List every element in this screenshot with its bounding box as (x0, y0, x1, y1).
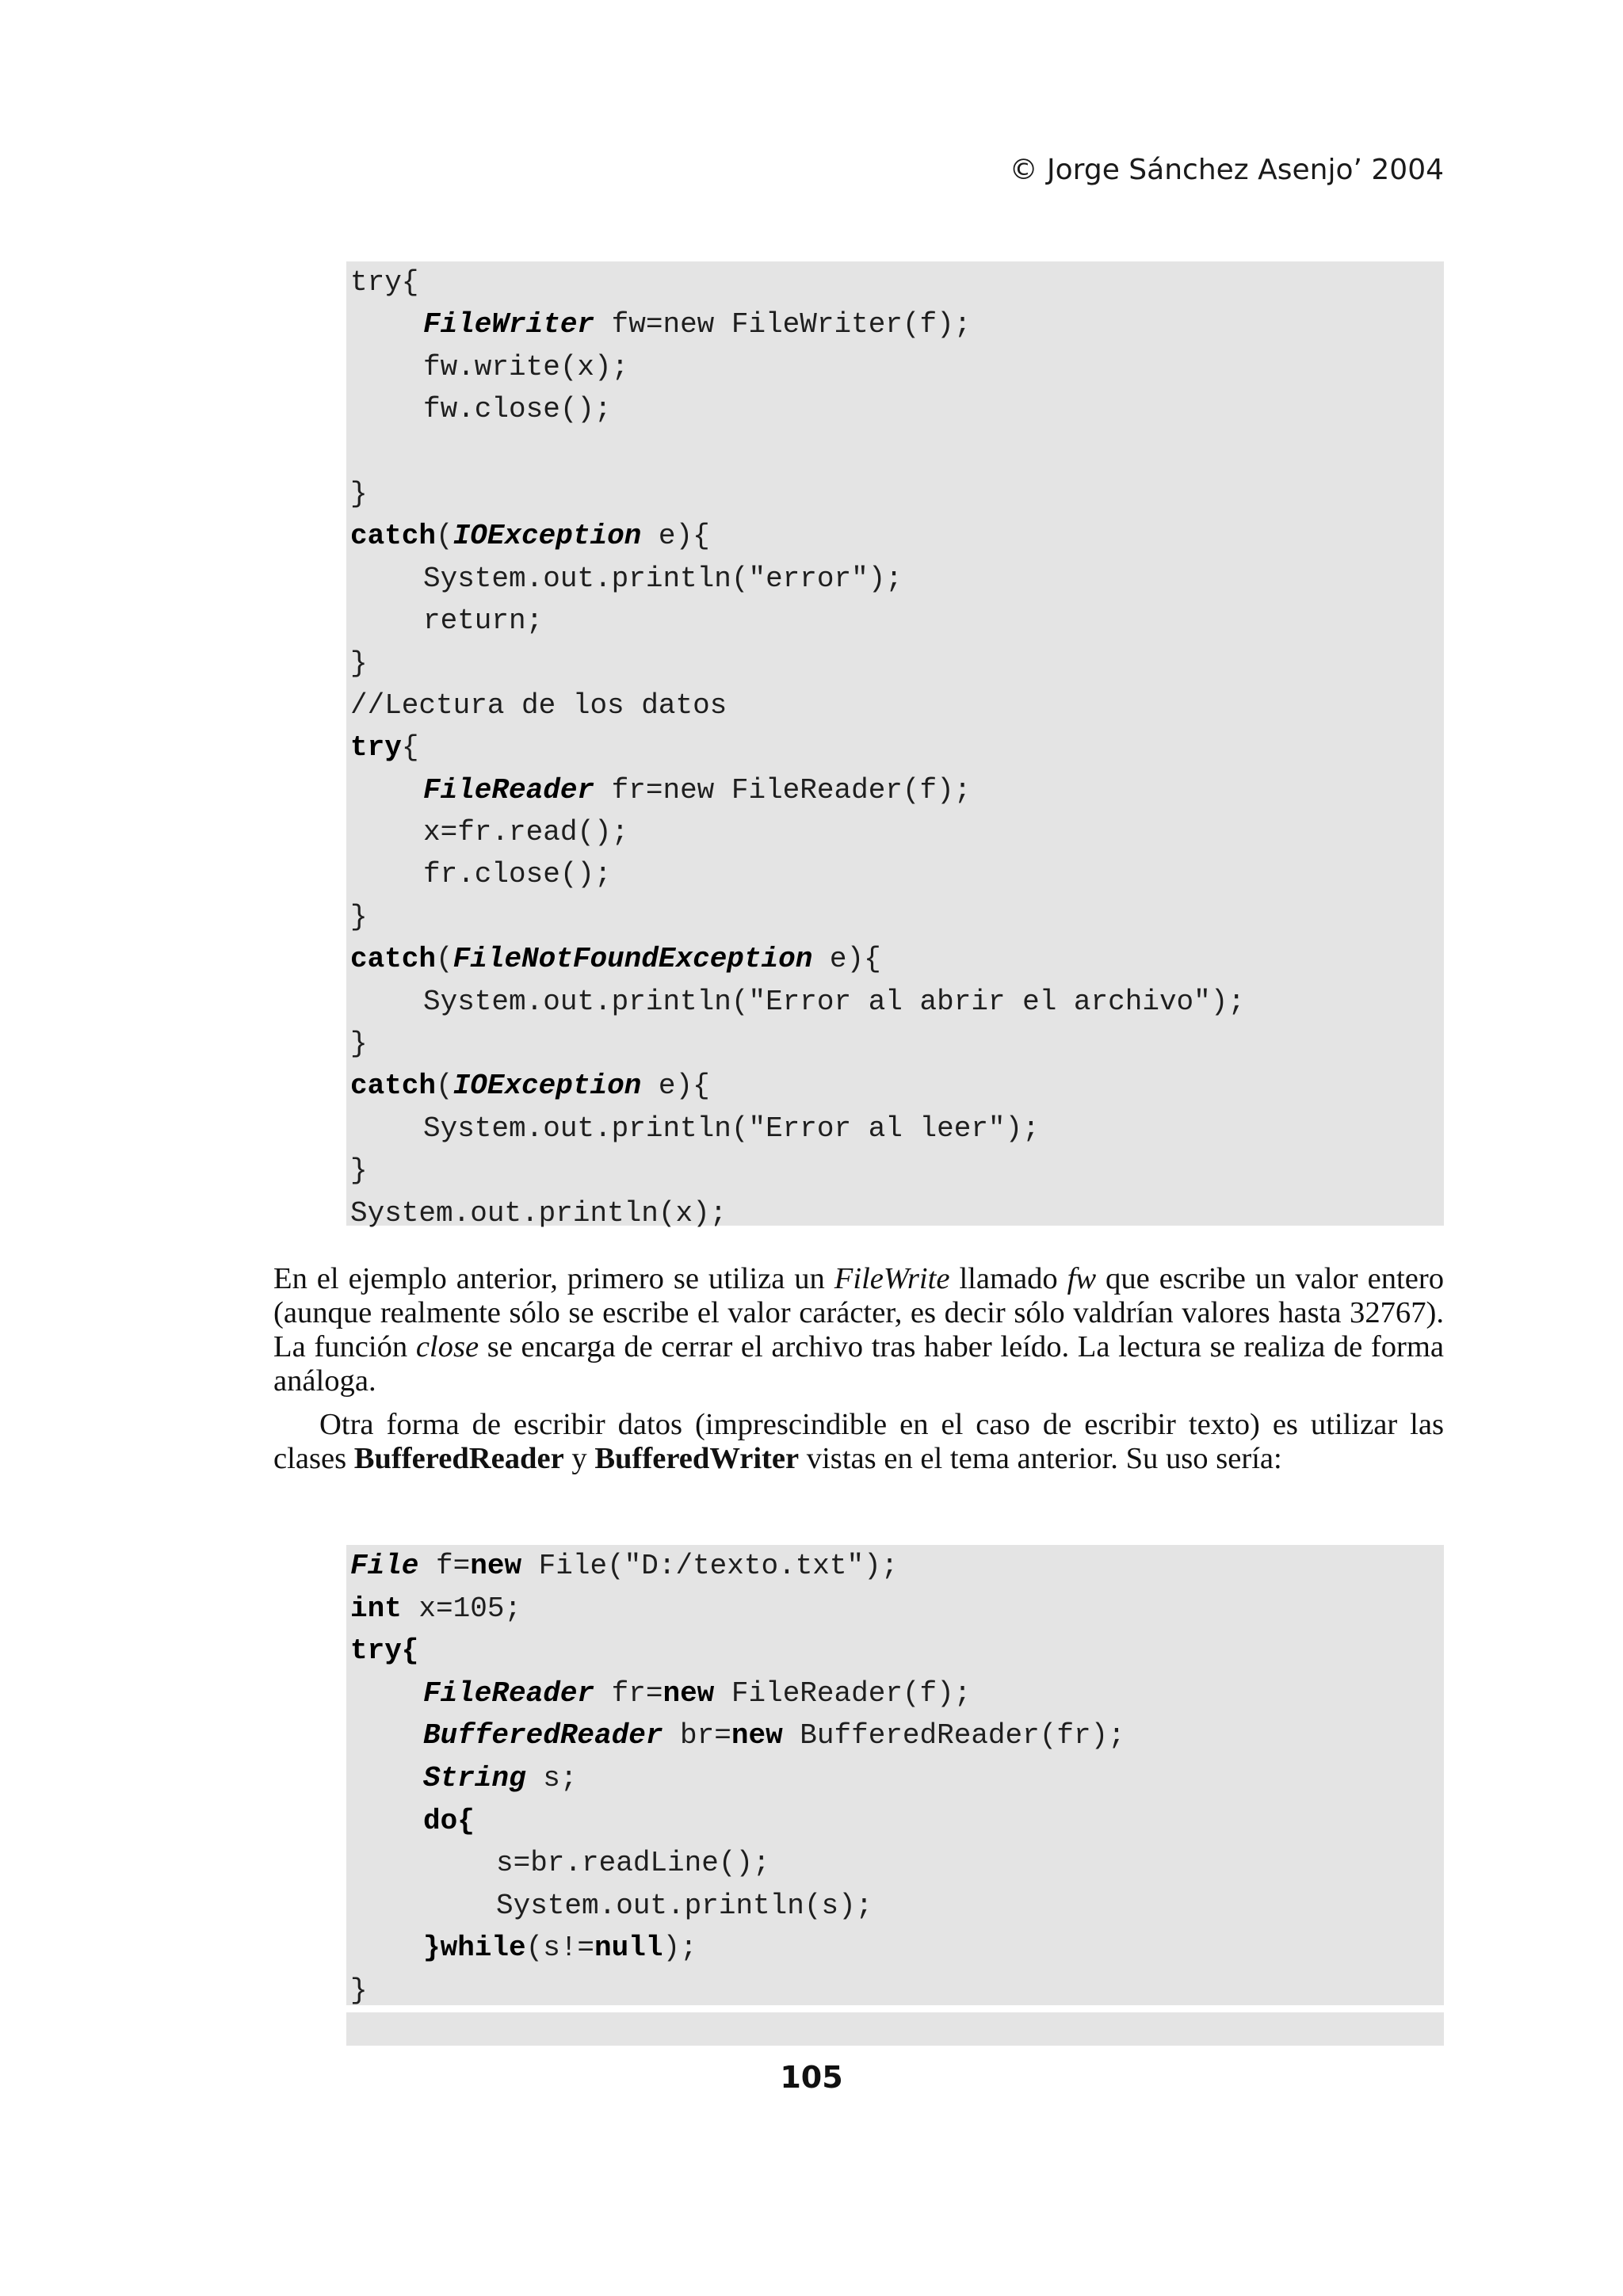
code-line: } (350, 1974, 368, 2007)
code-line: x=fr.read(); (423, 816, 629, 849)
code-line: System.out.println(s); (496, 1889, 873, 1922)
page-header-copyright: © Jorge Sánchez Asenjo’ 2004 (1009, 154, 1444, 186)
code-line: do{ (423, 1804, 475, 1837)
code-block-buffered-reader (346, 1545, 1444, 2005)
paragraph-buffered: Otra forma de escribir datos (imprescindible en el caso de escribir texto) es utilizar las clases BufferedReader y BufferedWriter vistas en el tema anterior. Su uso sería: (273, 1408, 1444, 1475)
code-line: int x=105; (350, 1592, 522, 1625)
code-line: FileWriter fw=new FileWriter(f); (423, 308, 972, 341)
code-line: } (350, 646, 368, 680)
code-comment: //Lectura de los datos (350, 688, 727, 722)
code-line: s=br.readLine(); (496, 1847, 770, 1880)
code-line: fw.close(); (423, 393, 612, 426)
code-line: try{ (350, 731, 419, 765)
code-block-continuation (346, 2012, 1444, 2046)
code-line: } (350, 1028, 368, 1061)
paragraph-explanation: En el ejemplo anterior, primero se utiliza un FileWrite llamado fw que escribe un valor entero (aunque realmente sólo se escribe el valor carácter, es decir sólo valdrían valores hasta 32767). La función close se encarga de cerrar el archivo tras haber leído. La lectura se realiza de forma análoga. (273, 1262, 1444, 1398)
code-line: System.out.println(x); (350, 1196, 727, 1230)
code-line: try{ (350, 1634, 419, 1668)
code-line: System.out.println("Error al leer"); (423, 1112, 1040, 1145)
code-line: BufferedReader br=new BufferedReader(fr); (423, 1719, 1125, 1753)
code-line: String s; (423, 1761, 578, 1794)
code-line: File f=new File("D:/texto.txt"); (350, 1550, 899, 1582)
code-line: FileReader fr=new FileReader(f); (423, 773, 972, 807)
code-line: fr.close(); (423, 858, 612, 891)
code-line: } (350, 1154, 368, 1188)
code-line: } (350, 477, 368, 510)
code-line-blank (350, 431, 1444, 473)
code-line: catch(IOException e){ (350, 1070, 710, 1103)
code-line: try{ (350, 266, 419, 299)
code-line: System.out.println("Error al abrir el archivo"); (423, 985, 1245, 1018)
code-line: System.out.println("error"); (423, 562, 903, 595)
code-line: fw.write(x); (423, 350, 629, 383)
code-block-file-io (346, 261, 1444, 1230)
code-line: }while(s!=null); (423, 1932, 697, 1965)
code-line: return; (423, 605, 544, 638)
page-number: 105 (780, 2060, 843, 2095)
code-line: FileReader fr=new FileReader(f); (423, 1676, 972, 1710)
code-line: catch(IOException e){ (350, 520, 710, 553)
code-line: catch(FileNotFoundException e){ (350, 943, 881, 976)
code-line: } (350, 900, 368, 933)
